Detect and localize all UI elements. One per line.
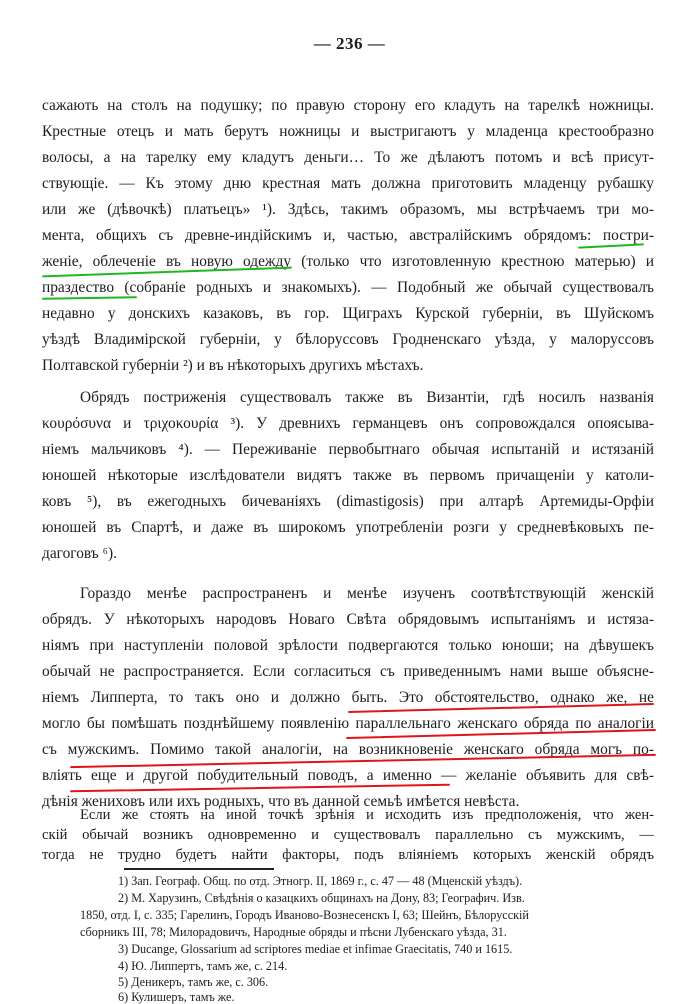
text-line: Крестные отецъ и мать берутъ ножницы и выстригаютъ у младенца крестообразно <box>42 123 654 140</box>
text-line: Обрядъ постриженія существовалъ также въ Византіи, гдѣ носилъ названія <box>80 389 654 406</box>
text-line: съ мужскимъ. Помимо такой аналогіи, на возникновеніе женскаго обряда могъ по- <box>42 741 654 758</box>
footnote: 3) Ducange, Glossarium ad scriptores mediae et infimae Graecitatis, 740 и 1615. <box>118 942 513 956</box>
text-line: ніямъ при наступленіи половой зрѣлости подвергаются только юноши; на дѣвушекъ <box>42 637 654 654</box>
text-line: мента, общихъ съ древне-индійскимъ и, частью, австралійскимъ обрядомъ: постри- <box>42 227 654 244</box>
text-line: дѣнія жениховъ или ихъ родныхъ, что въ данной семьѣ имѣется невѣста. <box>42 793 520 810</box>
footnote: 4) Ю. Липпертъ, тамъ же, с. 214. <box>118 959 288 973</box>
text-line: или же (дѣвочкѣ) платьецъ» ¹). Здѣсь, такимъ образомъ, мы встрѣчаемъ три мо- <box>42 201 654 218</box>
text-line: κουρόσυνα и τριχοκουρία ³). У древнихъ германцевъ онъ сопровождался опоясыва- <box>42 415 654 432</box>
footnote: 1850, отд. I, с. 335; Гарелинъ, Городъ Иваново-Вознесенскъ I, 63; Шейнъ, Бѣлорусскій <box>80 908 529 922</box>
footnote: сборникъ III, 78; Милорадовичъ, Народные обряды и пѣсни Лубенскаго уѣзда, 31. <box>80 925 507 939</box>
text-line: ковъ ⁵), въ ежегодныхъ бичеваніяхъ (dimastigosis) при алтарѣ Артемиды-Орфіи <box>42 493 654 510</box>
text-line: юношей нѣкоторые изслѣдователи видятъ также въ первомъ причащеніи у католи- <box>42 467 654 484</box>
text-line: юношей въ Спартѣ, и даже въ широкомъ употребленіи розги у средневѣковыхъ пе- <box>42 519 654 536</box>
text-line: дагоговъ ⁶). <box>42 545 117 562</box>
text-line: женіе, облеченіе въ новую одежду (только что изготовленную крестною матерью) и <box>42 253 654 270</box>
text-line: праздество (собраніе родныхъ и знакомыхъ). — Подобный же обычай существовалъ <box>42 279 654 296</box>
footnote: 5) Деникеръ, тамъ же, с. 306. <box>118 975 269 989</box>
text-line: сажають на столъ на подушку; по правую сторону его кладуть на тарелкѣ ножницы. <box>42 97 654 114</box>
text-line: скій обычай возникъ одновременно и существовалъ параллельно съ мужскимъ, — <box>42 827 654 843</box>
footnote: 2) М. Харузинъ, Свѣдѣнія о казацкихъ общинахъ на Дону, 83; Географич. Изв. <box>118 891 525 905</box>
text-line: могло бы помѣшать позднѣйшему появленію параллельнаго женскаго обряда по аналогіи <box>42 715 654 732</box>
page-number: — 236 — <box>313 34 386 53</box>
text-line: недавно у донскихъ казаковъ, въ гор. Щиграхъ Курской губерніи, въ Шуйскомъ <box>42 305 654 322</box>
text-line: тогда не трудно будетъ найти факторы, подъ вліяніемъ которыхъ женскій обрядъ <box>42 847 654 863</box>
footnote-rule <box>124 868 274 870</box>
text-line: ніемъ Липперта, то такъ оно и должно быть. Это обстоятельство, однако же, не <box>42 689 654 706</box>
footnote: 6) Кулишеръ, тамъ же. <box>118 990 235 1004</box>
text-line: ствующіе. — Къ этому дню крестная мать должна приготовить младенцу рубашку <box>42 175 654 192</box>
text-line: Если же стоять на иной точкѣ зрѣнія и исходить изъ предположенія, что жен- <box>80 807 654 823</box>
green-underline <box>42 296 137 300</box>
text-line: обрядъ. У нѣкоторыхъ народовъ Новаго Свѣта обрядовымъ испытаніямъ и истяза- <box>42 611 654 628</box>
footnote: 1) Зап. Географ. Общ. по отд. Этногр. II, 1869 г., с. 47 — 48 (Мценскій уѣздъ). <box>118 874 523 888</box>
text-line: волосы, а на тарелку ему кладутъ деньги… То же дѣлаютъ потомъ и всѣ присут- <box>42 149 654 166</box>
text-line: Гораздо менѣе распространенъ и менѣе изученъ соотвѣтствующій женскій <box>80 585 654 602</box>
text-line: Полтавской губерніи ²) и въ нѣкоторыхъ другихъ мѣстахъ. <box>42 357 424 374</box>
text-line: уѣздѣ Владимірской губерніи, у бѣлоруссовъ Гродненскаго уѣзда, у малоруссовъ <box>42 331 654 348</box>
text-line: обычай не распространяется. Если согласиться съ приведеннымъ нами выше объясне- <box>42 663 654 680</box>
text-line: ніемъ мальчиковъ ⁴). — Переживаніе первобытнаго обычая испытаній и истязаній <box>42 441 654 458</box>
text-line: вліять еще и другой побудительный поводъ, а именно — желаніе объявить для свѣ- <box>42 767 654 784</box>
